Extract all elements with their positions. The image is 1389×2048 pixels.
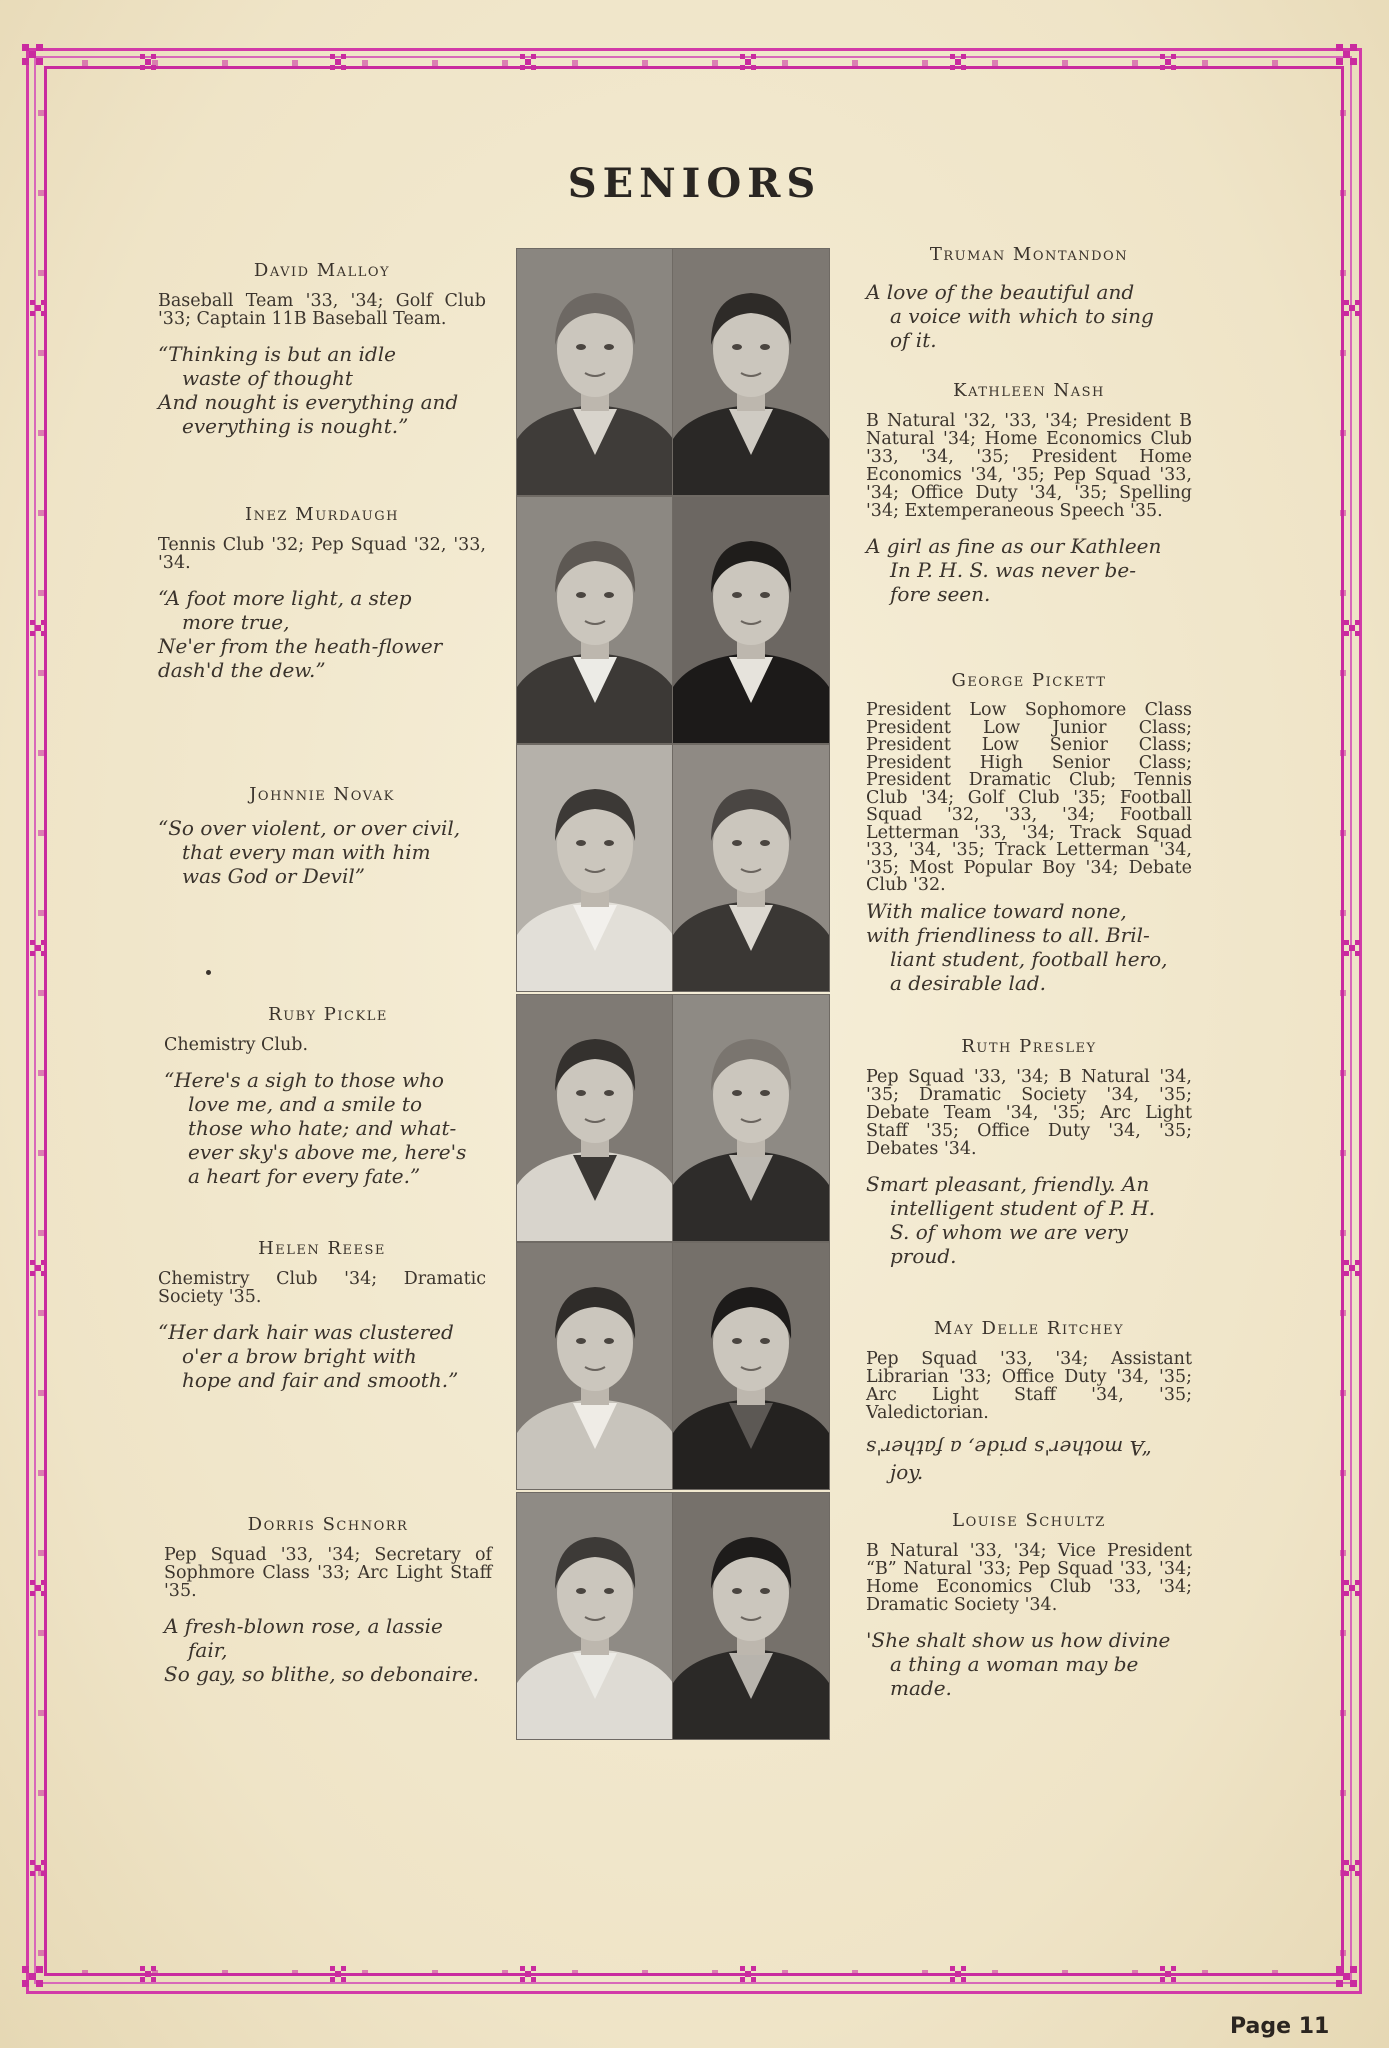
quote-line: o'er a brow bright with [182,1344,417,1368]
senior-name: George Pickett [951,670,1107,691]
border-knot-ornament [30,940,46,956]
border-knot-ornament [30,1580,46,1596]
quote-line: fair, [188,1638,228,1662]
senior-activities: Pep Squad '33, '34; Secretary of Sophmore Class '33; Arc Light Staff '35. [164,1545,492,1601]
border-knot-ornament [140,1966,156,1982]
senior-quote [158,586,486,682]
senior-quote [866,280,1192,352]
border-knot-ornament [950,54,966,70]
senior-portrait [672,1242,830,1490]
quote-line: 'She shalt show us how divine [866,1628,1171,1652]
quote-line: love me, and a smile to [188,1092,422,1116]
senior-entry [866,672,1192,995]
border-knot-ornament [520,54,536,70]
quote-line: Smart pleasant, friendly. An [866,1172,1150,1196]
senior-name: May Delle Ritchey [933,1318,1125,1339]
border-band-left [38,70,44,1970]
quote-line: those who hate; and what- [188,1116,457,1140]
senior-entry [866,1512,1192,1700]
senior-name: Truman Montandon [929,244,1129,265]
quote-line: waste of thought [182,366,353,390]
senior-entry [866,1320,1192,1484]
quote-line: A girl as fine as our Kathleen [866,534,1162,558]
border-knot-ornament [30,300,46,316]
border-knot-ornament [1344,300,1360,316]
senior-portrait [672,744,830,992]
quote-line: a desirable lad. [890,970,1046,995]
page-title: SENIORS [567,160,822,207]
senior-entry [164,1516,492,1686]
senior-portrait [672,248,830,496]
quote-line: more true, [182,610,290,634]
senior-activities: Tennis Club '32; Pep Squad '32, '33, '34. [158,535,486,573]
quote-line: And nought is everything and [158,390,459,414]
senior-name: Ruby Pickle [268,1004,388,1025]
senior-entry [866,1038,1192,1268]
border-knot-ornament [330,1966,346,1982]
senior-portrait [516,1242,674,1490]
senior-name: Inez Murdaugh [245,504,399,525]
border-knot-ornament [520,1966,536,1982]
border-knot-ornament [330,54,346,70]
senior-entry [866,246,1192,352]
senior-quote [158,1320,486,1392]
border-corner-ornament [22,1966,44,1988]
quote-line: joy. [890,1460,924,1484]
quote-line: ever sky's above me, here's [188,1140,467,1164]
quote-line: A love of the beautiful and [866,280,1135,304]
senior-quote [866,1628,1192,1700]
border-knot-ornament [1344,1260,1360,1276]
quote-line: A fresh-blown rose, a lassie [164,1614,443,1638]
border-band-top [48,60,1334,66]
senior-name: Dorris Schnorr [247,1514,409,1535]
quote-line: a heart for every fate.” [188,1164,421,1188]
border-band-right [1340,70,1346,1970]
border-knot-ornament [30,620,46,636]
senior-name: Kathleen Nash [953,380,1105,401]
border-knot-ornament [30,1860,46,1876]
border-knot-ornament [140,54,156,70]
border-knot-ornament [740,1966,756,1982]
border-knot-ornament [30,1260,46,1276]
senior-quote [866,1172,1192,1268]
border-knot-ornament [950,1966,966,1982]
senior-quote [164,1614,492,1686]
senior-portrait [516,248,674,496]
quote-line: of it. [890,328,937,352]
quote-line: In P. H. S. was never be- [890,558,1136,582]
senior-entry [158,506,486,682]
senior-quote [866,1436,1192,1484]
senior-activities: Pep Squad '33, '34; B Natural '34, '35; Dramatic Society '34, '35; Debate Team '34, '35; Arc Light Staff '35; Office Duty '34, '35; Debates '34. [866,1067,1192,1159]
quote-line: a voice with which to sing [890,304,1154,328]
senior-entry [164,1006,492,1188]
border-knot-ornament [1160,1966,1176,1982]
quote-line: So gay, so blithe, so debonaire. [164,1662,480,1686]
senior-portrait [672,496,830,744]
senior-entry [866,382,1192,606]
senior-quote [866,899,1192,995]
quote-line-upside-down: “A mother's pride, a father's [866,1436,1152,1460]
quote-line: with friendliness to all. Bril- [866,922,1150,947]
senior-entry [158,262,486,438]
print-speck [206,970,211,975]
senior-quote [164,1068,492,1188]
quote-line: everything is nought.” [182,414,409,438]
border-corner-ornament [1336,1966,1358,1988]
quote-line: intelligent student of P. H. [890,1196,1156,1220]
page-number: Page 11 [1230,2014,1330,2039]
border-knot-ornament [1344,1580,1360,1596]
quote-line: “A foot more light, a step [158,586,412,610]
quote-line: that every man with him [182,840,431,864]
senior-portrait [516,496,674,744]
senior-name: Ruth Presley [961,1036,1097,1057]
senior-name: Johnnie Novak [249,784,395,805]
senior-activities: B Natural '33, '34; Vice President “B” Natural '33; Pep Squad '33, '34; Home Economics Club '33, '34; Dramatic Society '34. [866,1541,1192,1615]
border-knot-ornament [1160,54,1176,70]
border-corner-ornament [22,44,44,66]
senior-portrait [672,994,830,1242]
quote-line: proud. [890,1244,957,1268]
senior-portrait [516,994,674,1242]
senior-quote [866,534,1192,606]
senior-entry [158,786,486,888]
quote-line: “So over violent, or over civil, [158,816,461,840]
border-knot-ornament [740,54,756,70]
border-corner-ornament [1336,44,1358,66]
quote-line: was God or Devil” [182,864,365,888]
senior-activities: B Natural '32, '33, '34; President B Natural '34; Home Economics Club '33, '34, '35; President Home Economics '34, '35; Pep Squad '33, '34; Office Duty '34, '35; Spelling '34; Extemperaneous Speech '35. [866,411,1192,521]
senior-name: Louise Schultz [952,1510,1106,1531]
quote-line: Ne'er from the heath-flower [158,634,443,658]
quote-line: S. of whom we are very [890,1220,1128,1244]
quote-line: “Here's a sigh to those who [164,1068,444,1092]
senior-portrait [672,1492,830,1740]
quote-line: fore seen. [890,582,991,606]
quote-line: dash'd the dew.” [158,658,326,682]
quote-line: “Her dark hair was clustered [158,1320,454,1344]
senior-portrait [516,744,674,992]
senior-activities: Baseball Team '33, '34; Golf Club '33; Captain 11B Baseball Team. [158,291,486,329]
quote-line: hope and fair and smooth.” [182,1368,459,1392]
quote-line: “Thinking is but an idle [158,342,396,366]
senior-portrait [516,1492,674,1740]
senior-name: David Malloy [253,260,391,281]
quote-line: a thing a woman may be [890,1652,1139,1676]
senior-activities: Pep Squad '33, '34; Assistant Librarian '33; Office Duty '34, '35; Arc Light Staff '34, '35; Valedictorian. [866,1349,1192,1423]
senior-entry [158,1240,486,1392]
senior-quote [158,342,486,438]
border-band-bottom [48,1970,1334,1976]
senior-activities: President Low Sophomore Class President Low Junior Class; President Low Senior Class; President High Senior Class; President Dramatic Club; Tennis Club '34; Golf Club '35; Football Squad '32, '33, '34; Football Letterman '33, '34; Track Squad '33, '34, '35; Track Letterman '34, '35; Most Popular Boy '34; Debate Club '32. [866,700,1192,895]
senior-quote [158,816,486,888]
quote-line: liant student, football hero, [890,946,1168,971]
border-knot-ornament [1344,1860,1360,1876]
senior-activities: Chemistry Club. [164,1035,309,1055]
quote-line: With malice toward none, [866,898,1127,923]
quote-line: made. [890,1676,952,1700]
senior-activities: Chemistry Club '34; Dramatic Society '35. [158,1269,486,1307]
border-knot-ornament [1344,940,1360,956]
senior-name: Helen Reese [258,1238,386,1259]
border-knot-ornament [1344,620,1360,636]
